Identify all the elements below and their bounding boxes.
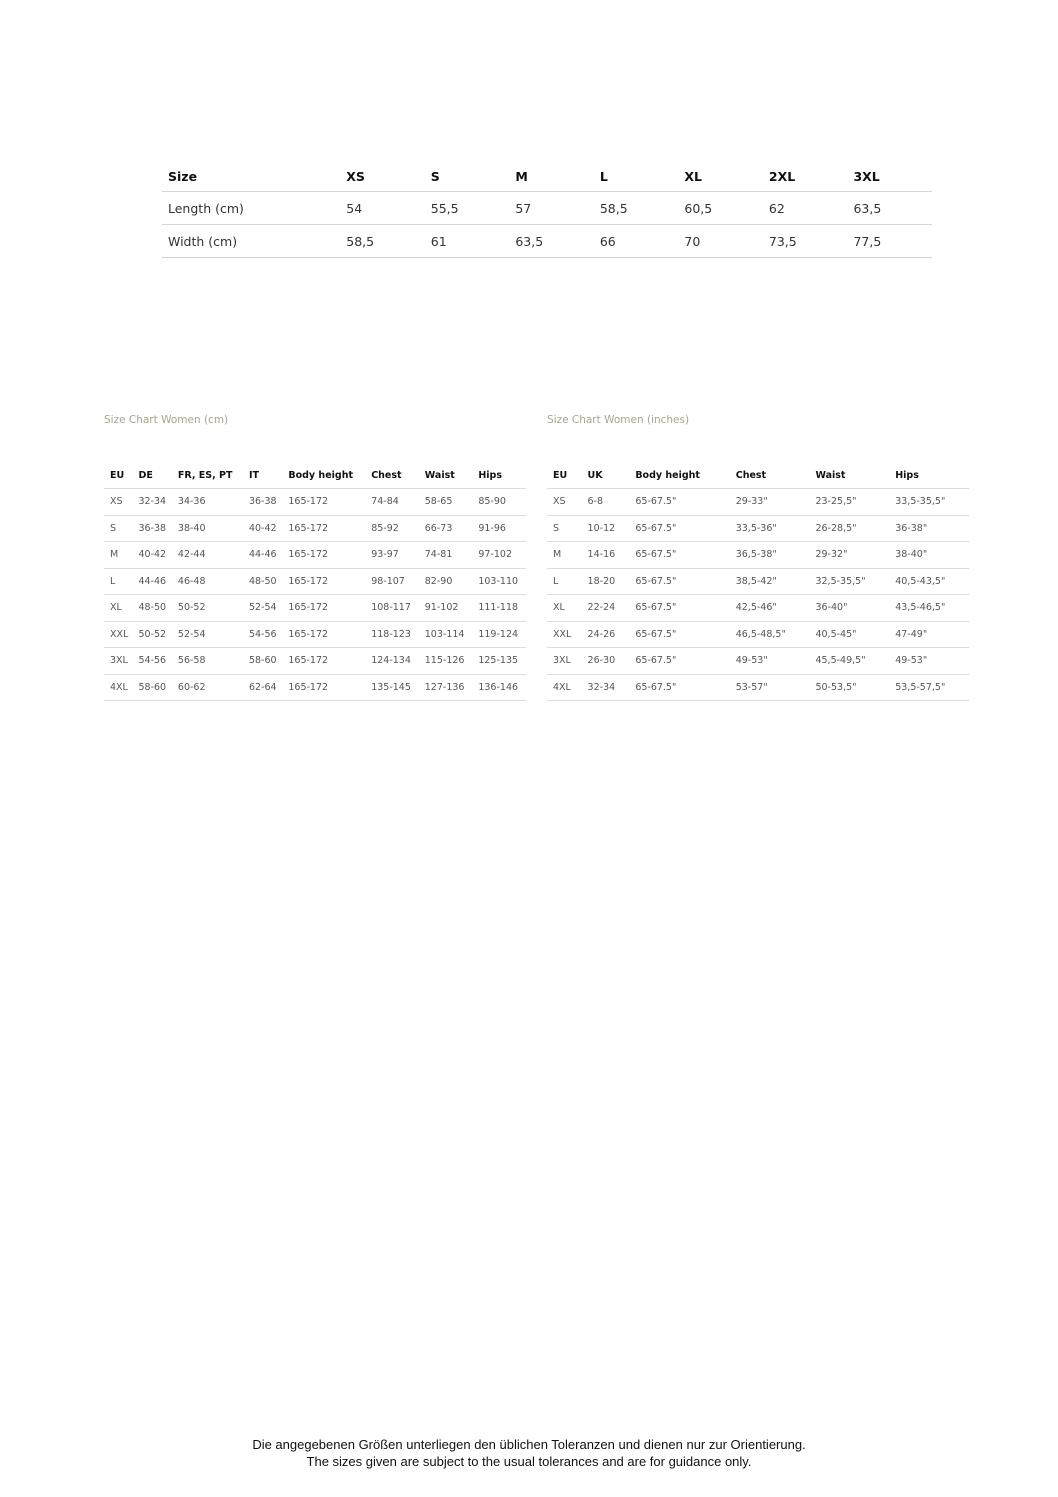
table-cell: 66 xyxy=(594,225,679,258)
table-cell: 65-67.5" xyxy=(629,674,729,701)
table-cell: 103-114 xyxy=(419,621,473,648)
table-cell: 97-102 xyxy=(472,542,526,569)
table-cell: Length (cm) xyxy=(162,192,340,225)
table-cell: 54 xyxy=(340,192,425,225)
table-cell: 165-172 xyxy=(282,542,365,569)
table-cell: 45,5-49,5" xyxy=(809,648,889,675)
table-cell: 40,5-43,5" xyxy=(889,568,969,595)
table-cell: 32-34 xyxy=(133,489,172,516)
table-row xyxy=(162,192,932,225)
table-row xyxy=(547,674,969,701)
table-row xyxy=(104,648,526,675)
column-header: Hips xyxy=(472,462,526,489)
table-header-row xyxy=(162,162,932,192)
column-header: Size xyxy=(162,162,340,192)
table-cell: 18-20 xyxy=(582,568,630,595)
table-cell: 85-92 xyxy=(365,515,419,542)
table-cell: 165-172 xyxy=(282,648,365,675)
table-cell: 77,5 xyxy=(847,225,932,258)
column-header: M xyxy=(509,162,594,192)
table-cell: 85-90 xyxy=(472,489,526,516)
table-cell: XS xyxy=(547,489,582,516)
footer-line-de: Die angegebenen Größen unterliegen den üblichen Toleranzen und dienen nur zur Orientierung. xyxy=(252,1437,806,1452)
table-cell: 91-102 xyxy=(419,595,473,622)
table-cell: 118-123 xyxy=(365,621,419,648)
table-cell: 34-36 xyxy=(172,489,243,516)
table-cell: 111-118 xyxy=(472,595,526,622)
table-row xyxy=(547,595,969,622)
women-inches-size-table xyxy=(547,462,969,701)
table-cell: 70 xyxy=(678,225,763,258)
table-cell: 38,5-42" xyxy=(730,568,810,595)
table-cell: 108-117 xyxy=(365,595,419,622)
garment-size-table xyxy=(162,162,932,258)
women-inches-caption: Size Chart Women (inches) xyxy=(547,414,690,426)
table-cell: L xyxy=(547,568,582,595)
table-cell: 65-67.5" xyxy=(629,648,729,675)
table-cell: XL xyxy=(547,595,582,622)
column-header: 3XL xyxy=(847,162,932,192)
table-cell: 124-134 xyxy=(365,648,419,675)
table-row xyxy=(104,489,526,516)
column-header: Hips xyxy=(889,462,969,489)
column-header: UK xyxy=(582,462,630,489)
table-cell: 165-172 xyxy=(282,568,365,595)
table-cell: XS xyxy=(104,489,133,516)
table-cell: 26-30 xyxy=(582,648,630,675)
table-cell: 14-16 xyxy=(582,542,630,569)
table-cell: 29-33" xyxy=(730,489,810,516)
table-cell: 63,5 xyxy=(847,192,932,225)
table-header-row xyxy=(104,462,526,489)
table-cell: 40,5-45" xyxy=(809,621,889,648)
table-cell: 165-172 xyxy=(282,515,365,542)
table-cell: 66-73 xyxy=(419,515,473,542)
table-cell: 58,5 xyxy=(340,225,425,258)
table-cell: 52-54 xyxy=(172,621,243,648)
table-cell: Width (cm) xyxy=(162,225,340,258)
table-cell: 165-172 xyxy=(282,621,365,648)
table-cell: 3XL xyxy=(547,648,582,675)
table-row xyxy=(104,674,526,701)
table-cell: 103-110 xyxy=(472,568,526,595)
table-cell: 26-28,5" xyxy=(809,515,889,542)
table-cell: 46,5-48,5" xyxy=(730,621,810,648)
column-header: Chest xyxy=(365,462,419,489)
table-cell: 3XL xyxy=(104,648,133,675)
table-cell: 10-12 xyxy=(582,515,630,542)
table-cell: 4XL xyxy=(547,674,582,701)
column-header: FR, ES, PT xyxy=(172,462,243,489)
table-row xyxy=(104,515,526,542)
table-cell: 32-34 xyxy=(582,674,630,701)
table-cell: 165-172 xyxy=(282,595,365,622)
table-row xyxy=(104,621,526,648)
table-cell: 65-67.5" xyxy=(629,542,729,569)
column-header: DE xyxy=(133,462,172,489)
table-cell: 98-107 xyxy=(365,568,419,595)
table-cell: 53,5-57,5" xyxy=(889,674,969,701)
table-cell: 74-81 xyxy=(419,542,473,569)
table-cell: XXL xyxy=(547,621,582,648)
table-cell: 91-96 xyxy=(472,515,526,542)
table-cell: 36,5-38" xyxy=(730,542,810,569)
table-row xyxy=(104,595,526,622)
table-cell: M xyxy=(547,542,582,569)
table-cell: 60,5 xyxy=(678,192,763,225)
table-cell: 44-46 xyxy=(243,542,282,569)
table-cell: 23-25,5" xyxy=(809,489,889,516)
table-cell: 62 xyxy=(763,192,848,225)
table-cell: 57 xyxy=(509,192,594,225)
table-cell: 50-52 xyxy=(172,595,243,622)
table-cell: 62-64 xyxy=(243,674,282,701)
table-cell: 58-60 xyxy=(243,648,282,675)
table-cell: 65-67.5" xyxy=(629,515,729,542)
table-cell: 165-172 xyxy=(282,674,365,701)
table-cell: 58-60 xyxy=(133,674,172,701)
table-cell: 33,5-36" xyxy=(730,515,810,542)
table-row xyxy=(547,568,969,595)
table-row xyxy=(547,648,969,675)
table-cell: 65-67.5" xyxy=(629,621,729,648)
table-cell: 40-42 xyxy=(243,515,282,542)
table-cell: 44-46 xyxy=(133,568,172,595)
table-cell: L xyxy=(104,568,133,595)
table-cell: 65-67.5" xyxy=(629,568,729,595)
women-cm-caption: Size Chart Women (cm) xyxy=(104,414,229,426)
table-cell: 63,5 xyxy=(509,225,594,258)
footer-note xyxy=(0,1436,1058,1470)
table-cell: 48-50 xyxy=(243,568,282,595)
table-cell: 46-48 xyxy=(172,568,243,595)
column-header: IT xyxy=(243,462,282,489)
footer-line-en: The sizes given are subject to the usual tolerances and are for guidance only. xyxy=(306,1454,752,1469)
table-cell: 165-172 xyxy=(282,489,365,516)
table-cell: 52-54 xyxy=(243,595,282,622)
table-cell: 50-52 xyxy=(133,621,172,648)
column-header: Waist xyxy=(419,462,473,489)
table-cell: 119-124 xyxy=(472,621,526,648)
column-header: 2XL xyxy=(763,162,848,192)
table-cell: M xyxy=(104,542,133,569)
table-cell: 60-62 xyxy=(172,674,243,701)
column-header: EU xyxy=(104,462,133,489)
table-cell: S xyxy=(104,515,133,542)
column-header: S xyxy=(425,162,510,192)
table-cell: 136-146 xyxy=(472,674,526,701)
table-cell: 54-56 xyxy=(243,621,282,648)
table-cell: 32,5-35,5" xyxy=(809,568,889,595)
table-cell: 36-38 xyxy=(133,515,172,542)
table-row xyxy=(104,568,526,595)
table-cell: S xyxy=(547,515,582,542)
table-cell: 115-126 xyxy=(419,648,473,675)
table-cell: 55,5 xyxy=(425,192,510,225)
table-row xyxy=(547,542,969,569)
table-cell: 43,5-46,5" xyxy=(889,595,969,622)
table-cell: 4XL xyxy=(104,674,133,701)
table-row xyxy=(104,542,526,569)
table-cell: 65-67.5" xyxy=(629,489,729,516)
table-cell: 42,5-46" xyxy=(730,595,810,622)
column-header: Body height xyxy=(282,462,365,489)
table-cell: 53-57" xyxy=(730,674,810,701)
table-cell: 40-42 xyxy=(133,542,172,569)
column-header: L xyxy=(594,162,679,192)
table-cell: 36-38 xyxy=(243,489,282,516)
table-cell: XL xyxy=(104,595,133,622)
table-cell: 125-135 xyxy=(472,648,526,675)
table-cell: 29-32" xyxy=(809,542,889,569)
table-cell: 49-53" xyxy=(730,648,810,675)
column-header: XL xyxy=(678,162,763,192)
table-cell: 74-84 xyxy=(365,489,419,516)
table-cell: 38-40 xyxy=(172,515,243,542)
table-cell: 56-58 xyxy=(172,648,243,675)
table-cell: 135-145 xyxy=(365,674,419,701)
table-cell: 49-53" xyxy=(889,648,969,675)
table-cell: 54-56 xyxy=(133,648,172,675)
table-row xyxy=(547,621,969,648)
women-cm-size-table xyxy=(104,462,526,701)
table-cell: 127-136 xyxy=(419,674,473,701)
table-cell: 58,5 xyxy=(594,192,679,225)
table-cell: 47-49" xyxy=(889,621,969,648)
table-cell: 48-50 xyxy=(133,595,172,622)
table-cell: 73,5 xyxy=(763,225,848,258)
table-cell: XXL xyxy=(104,621,133,648)
table-row xyxy=(547,515,969,542)
table-cell: 36-38" xyxy=(889,515,969,542)
column-header: Waist xyxy=(809,462,889,489)
table-cell: 50-53,5" xyxy=(809,674,889,701)
table-cell: 58-65 xyxy=(419,489,473,516)
table-cell: 82-90 xyxy=(419,568,473,595)
column-header: Chest xyxy=(730,462,810,489)
table-row xyxy=(162,225,932,258)
table-cell: 65-67.5" xyxy=(629,595,729,622)
table-cell: 33,5-35,5" xyxy=(889,489,969,516)
table-cell: 93-97 xyxy=(365,542,419,569)
table-row xyxy=(547,489,969,516)
column-header: EU xyxy=(547,462,582,489)
column-header: Body height xyxy=(629,462,729,489)
table-header-row xyxy=(547,462,969,489)
table-cell: 24-26 xyxy=(582,621,630,648)
table-cell: 22-24 xyxy=(582,595,630,622)
table-cell: 61 xyxy=(425,225,510,258)
table-cell: 42-44 xyxy=(172,542,243,569)
table-cell: 38-40" xyxy=(889,542,969,569)
column-header: XS xyxy=(340,162,425,192)
table-cell: 36-40" xyxy=(809,595,889,622)
table-cell: 6-8 xyxy=(582,489,630,516)
